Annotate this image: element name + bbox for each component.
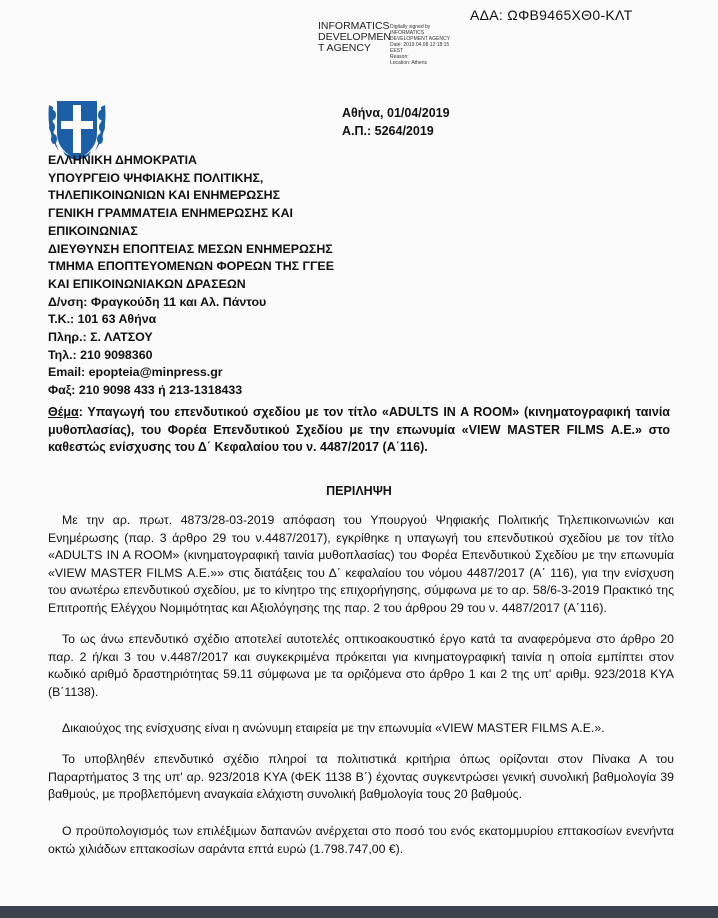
sender-line: ΤΗΛΕΠΙΚΟΙΝΩΝΙΩΝ ΚΑΙ ΕΝΗΜΕΡΩΣΗΣ	[48, 188, 281, 203]
sender-line: ΓΕΝΙΚΗ ΓΡΑΜΜΑΤΕΙΑ ΕΝΗΜΕΡΩΣΗΣ ΚΑΙ	[48, 206, 293, 221]
signer-line: DEVELOPMEN	[318, 31, 391, 43]
signature-detail-line: Reason:	[390, 54, 409, 60]
sender-line: Πληρ.: Σ. ΛΑΤΣΟΥ	[48, 330, 153, 345]
sender-line: ΕΛΛΗΝΙΚΗ ΔΗΜΟΚΡΑΤΙΑ	[48, 153, 197, 167]
signature-detail-line: Location: Athens	[390, 60, 427, 66]
paragraph: Το υποβληθέν επενδυτικό σχέδιο πληροί τα πολιτιστικά κριτήρια όπως ορίζονται στον Πίνακα Α του Παραρτήματος 3 της υπ' αρ. 923/2018 ΚΥΑ (ΦΕΚ 1138 Β΄) έχοντας συγκεντρώσει γενική συνολική βαθμολογία 39 βαθμούς, με προβλεπόμενη αναγκαία ελάχιστη συνολική βαθμολογία τους 20 βαθμούς.	[48, 752, 674, 801]
sender-line: Τηλ.: 210 9098360	[48, 347, 153, 362]
paragraph: Ο προϋπολογισμός των επιλέξιμων δαπανών ανέρχεται στο ποσό του ενός εκατομμυρίου επτακοσίων ενενήντα οκτώ χιλιάδων επτακοσίων σαράντα επτά ευρώ (1.798.747,00 €).	[48, 824, 674, 856]
protocol-number: Α.Π.: 5264/2019	[342, 124, 434, 138]
place-date: Αθήνα, 01/04/2019	[342, 106, 450, 120]
subject-text: : Υπαγωγή του επενδυτικού σχεδίου με τον τίτλο «ADULTS IN A ROOM» (κινηματογραφική ταινία μυθοπλασίας), του Φορέα Επενδυτικού Σχεδίου με την επωνυμία «VIEW MASTER FILMS Α.Ε.» στο καθεστώς ενίσχυσης του Δ΄ Κεφαλαίου του ν. 4487/2017 (Α΄116).	[48, 405, 670, 454]
signer-line: INFORMATICS	[318, 20, 390, 32]
digital-signature-signer	[318, 21, 391, 54]
sender-line: ΥΠΟΥΡΓΕΙΟ ΨΗΦΙΑΚΗΣ ΠΟΛΙΤΙΚΗΣ,	[48, 170, 264, 185]
signature-detail-line: INFORMATICS	[390, 30, 425, 36]
signature-detail-line: EEST	[390, 48, 404, 54]
ada-code: ΑΔΑ: ΩΦΒ9465ΧΘ0-ΚΛΤ	[470, 7, 633, 23]
digital-signature-details	[390, 24, 450, 66]
sender-line: Email: epopteia@minpress.gr	[48, 365, 223, 380]
signer-line: T AGENCY	[318, 42, 371, 54]
sender-block	[48, 152, 348, 400]
subject-label: Θέμα	[48, 405, 79, 419]
summary-title: ΠΕΡΙΛΗΨΗ	[326, 484, 392, 498]
paragraph: Το ως άνω επενδυτικό σχέδιο αποτελεί αυτοτελές οπτικοακουστικό έργο κατά τα αναφερόμενα στο άρθρο 20 παρ. 2 ή/και 3 του ν.4487/2017 και συγκεκριμένα πρόκειται για κινηματογραφική ταινία η οποία εμπίπτει στον κωδικό αριθμό δραστηριότητας 59.11 σύμφωνα με τα οριζόμενα στο άρθρο 1 και 2 της υπ' αριθμ. 923/2018 ΚΥΑ (Β΄1138).	[48, 632, 674, 699]
sender-line: Τ.Κ.: 101 63 Αθήνα	[48, 312, 157, 327]
date-protocol-block	[342, 104, 450, 140]
sender-line: ΕΠΙΚΟΙΝΩΝΙΑΣ	[48, 223, 138, 238]
subject	[48, 404, 670, 457]
sender-line: ΤΜΗΜΑ ΕΠΟΠΤΕΥΟΜΕΝΩΝ ΦΟΡΕΩΝ ΤΗΣ ΓΓΕΕ	[48, 259, 334, 274]
viewer-background-strip	[0, 906, 718, 918]
sender-line: Φαξ: 210 9098 433 ή 213-1318433	[48, 383, 243, 398]
signature-detail-line: Digitally signed by	[390, 24, 431, 30]
paragraph: Δικαιούχος της ενίσχυσης είναι η ανώνυμη εταιρεία με την επωνυμία «VIEW MASTER FILMS Α.Ε.».	[62, 721, 605, 735]
sender-line: ΔΙΕΥΘΥΝΣΗ ΕΠΟΠΤΕΙΑΣ ΜΕΣΩΝ ΕΝΗΜΕΡΩΣΗΣ	[48, 241, 333, 256]
signature-detail-line: DEVELOPMENT AGENCY	[390, 36, 450, 42]
paragraph: Με την αρ. πρωτ. 4873/28-03-2019 απόφαση του Υπουργού Ψηφιακής Πολιτικής Τηλεπικοινωνιών και Ενημέρωσης (παρ. 3 άρθρο 29 του ν.4487/2017), εγκρίθηκε η υπαγωγή του επενδυτικού σχεδίου με τον τίτλο «ADULTS IN A ROOM» (κινηματογραφική ταινία μυθοπλασίας) του Φορέα Επενδυτικού Σχεδίου με την επωνυμία «VIEW MASTER FILMS Α.Ε.»» στις διατάξεις του Δ΄ κεφαλαίου του νόμου 4487/2017 (Α΄ 116), για την ενίσχυση του ανωτέρω επενδυτικού σχεδίου, με το κίνητρο της επιχορήγησης, σύμφωνα με το αρ. 58/6-3-2019 Πρακτικό της Επιτροπής Ελέγχου Νομιμότητας και Αξιολόγησης της παρ. 2 του άρθρου 29 του ν. 4487/2017 (Α΄116).	[48, 513, 674, 615]
signature-detail-line: Date: 2019.04.08 12:18:15	[390, 42, 450, 48]
sender-line: ΚΑΙ ΕΠΙΚΟΙΝΩΝΙΑΚΩΝ ΔΡΑΣΕΩΝ	[48, 276, 246, 291]
sender-line: Δ/νση: Φραγκούδη 11 και Αλ. Πάντου	[48, 294, 267, 309]
